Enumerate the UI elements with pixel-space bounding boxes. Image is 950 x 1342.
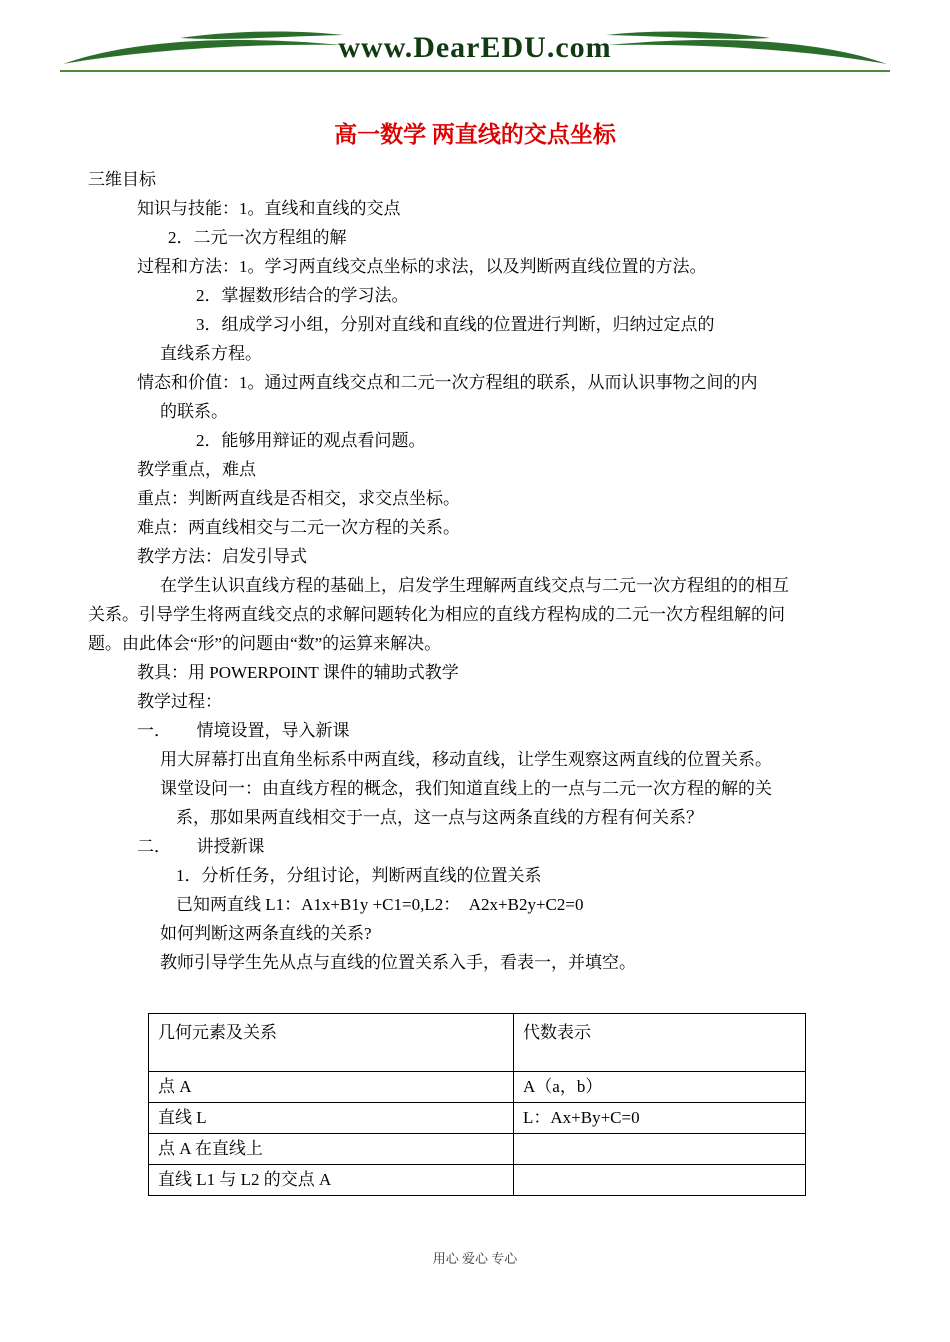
- table-header-cell: 几何元素及关系: [149, 1014, 514, 1072]
- text-line: 重点：判断两直线是否相交，求交点坐标。: [137, 489, 460, 508]
- text-line: 二． 讲授新课: [137, 837, 265, 856]
- table-header-cell: 代数表示: [514, 1014, 806, 1072]
- table-cell: 直线 L: [149, 1103, 514, 1134]
- page-title: 高一数学 两直线的交点坐标: [334, 122, 616, 147]
- table-cell: 点 A: [149, 1072, 514, 1103]
- lesson-body: [88, 165, 888, 977]
- site-logo-text: www.DearEDU.com: [338, 31, 612, 64]
- text-line: 过程和方法：1。学习两直线交点坐标的求法，以及判断两直线位置的方法。: [137, 257, 707, 276]
- text-line: 关系。引导学生将两直线交点的求解问题转化为相应的直线方程构成的二元一次方程组解的问: [88, 605, 785, 624]
- text-line: 课堂设问一：由直线方程的概念，我们知道直线上的一点与二元一次方程的解的关: [160, 779, 772, 798]
- table-cell: [514, 1165, 806, 1196]
- text-line: 三维目标: [88, 170, 156, 189]
- text-line: 题。由此体会“形”的问题由“数”的运算来解决。: [88, 634, 442, 653]
- text-line: 系，那如果两直线相交于一点，这一点与这两条直线的方程有何关系？: [176, 808, 703, 827]
- text-line: 教学方法：启发引导式: [137, 547, 307, 566]
- table-cell: 直线 L1 与 L2 的交点 A: [149, 1165, 514, 1196]
- text-line: 已知两直线 L1：A1x+B1y +C1=0,L2： A2x+B2y+C2=0: [176, 895, 584, 914]
- text-line: 教师引导学生先从点与直线的位置关系入手，看表一，并填空。: [160, 953, 636, 972]
- text-line: 2．二元一次方程组的解: [168, 228, 347, 247]
- text-line: 情态和价值：1。通过两直线交点和二元一次方程组的联系，从而认识事物之间的内: [137, 373, 758, 392]
- text-line: 2．掌握数形结合的学习法。: [196, 286, 409, 305]
- text-line: 如何判断这两条直线的关系?: [160, 924, 372, 943]
- text-line: 一． 情境设置，导入新课: [137, 721, 350, 740]
- text-line: 3．组成学习小组，分别对直线和直线的位置进行判断，归纳过定点的: [196, 315, 715, 334]
- text-line: 1．分析任务，分组讨论，判断两直线的位置关系: [176, 866, 542, 885]
- text-line: 2．能够用辩证的观点看问题。: [196, 431, 426, 450]
- table-row: [149, 1072, 806, 1103]
- text-line: 难点：两直线相交与二元一次方程的关系。: [137, 518, 460, 537]
- text-line: 用大屏幕打出直角坐标系中两直线，移动直线，让学生观察这两直线的位置关系。: [160, 750, 772, 769]
- table-row: [149, 1103, 806, 1134]
- text-line: 知识与技能：1。直线和直线的交点: [137, 199, 401, 218]
- table-cell: [514, 1134, 806, 1165]
- site-header: [60, 28, 890, 72]
- text-line: 直线系方程。: [160, 344, 262, 363]
- text-line: 的联系。: [160, 402, 228, 421]
- text-line: 教具：用 POWERPOINT 课件的辅助式教学: [137, 663, 459, 682]
- text-line: 教学过程：: [137, 692, 222, 711]
- relation-table: [148, 1013, 806, 1196]
- table-header-row: [149, 1014, 806, 1072]
- footer-motto: 用心 爱心 专心: [432, 1251, 518, 1266]
- text-line: 教学重点，难点: [137, 460, 256, 479]
- table-row: [149, 1165, 806, 1196]
- table-cell: A（a，b）: [514, 1072, 806, 1103]
- footer: [0, 1248, 950, 1267]
- table-row: [149, 1134, 806, 1165]
- text-line: 在学生认识直线方程的基础上，启发学生理解两直线交点与二元一次方程组的的相互: [160, 576, 789, 595]
- table-cell: L：Ax+By+C=0: [514, 1103, 806, 1134]
- table-cell: 点 A 在直线上: [149, 1134, 514, 1165]
